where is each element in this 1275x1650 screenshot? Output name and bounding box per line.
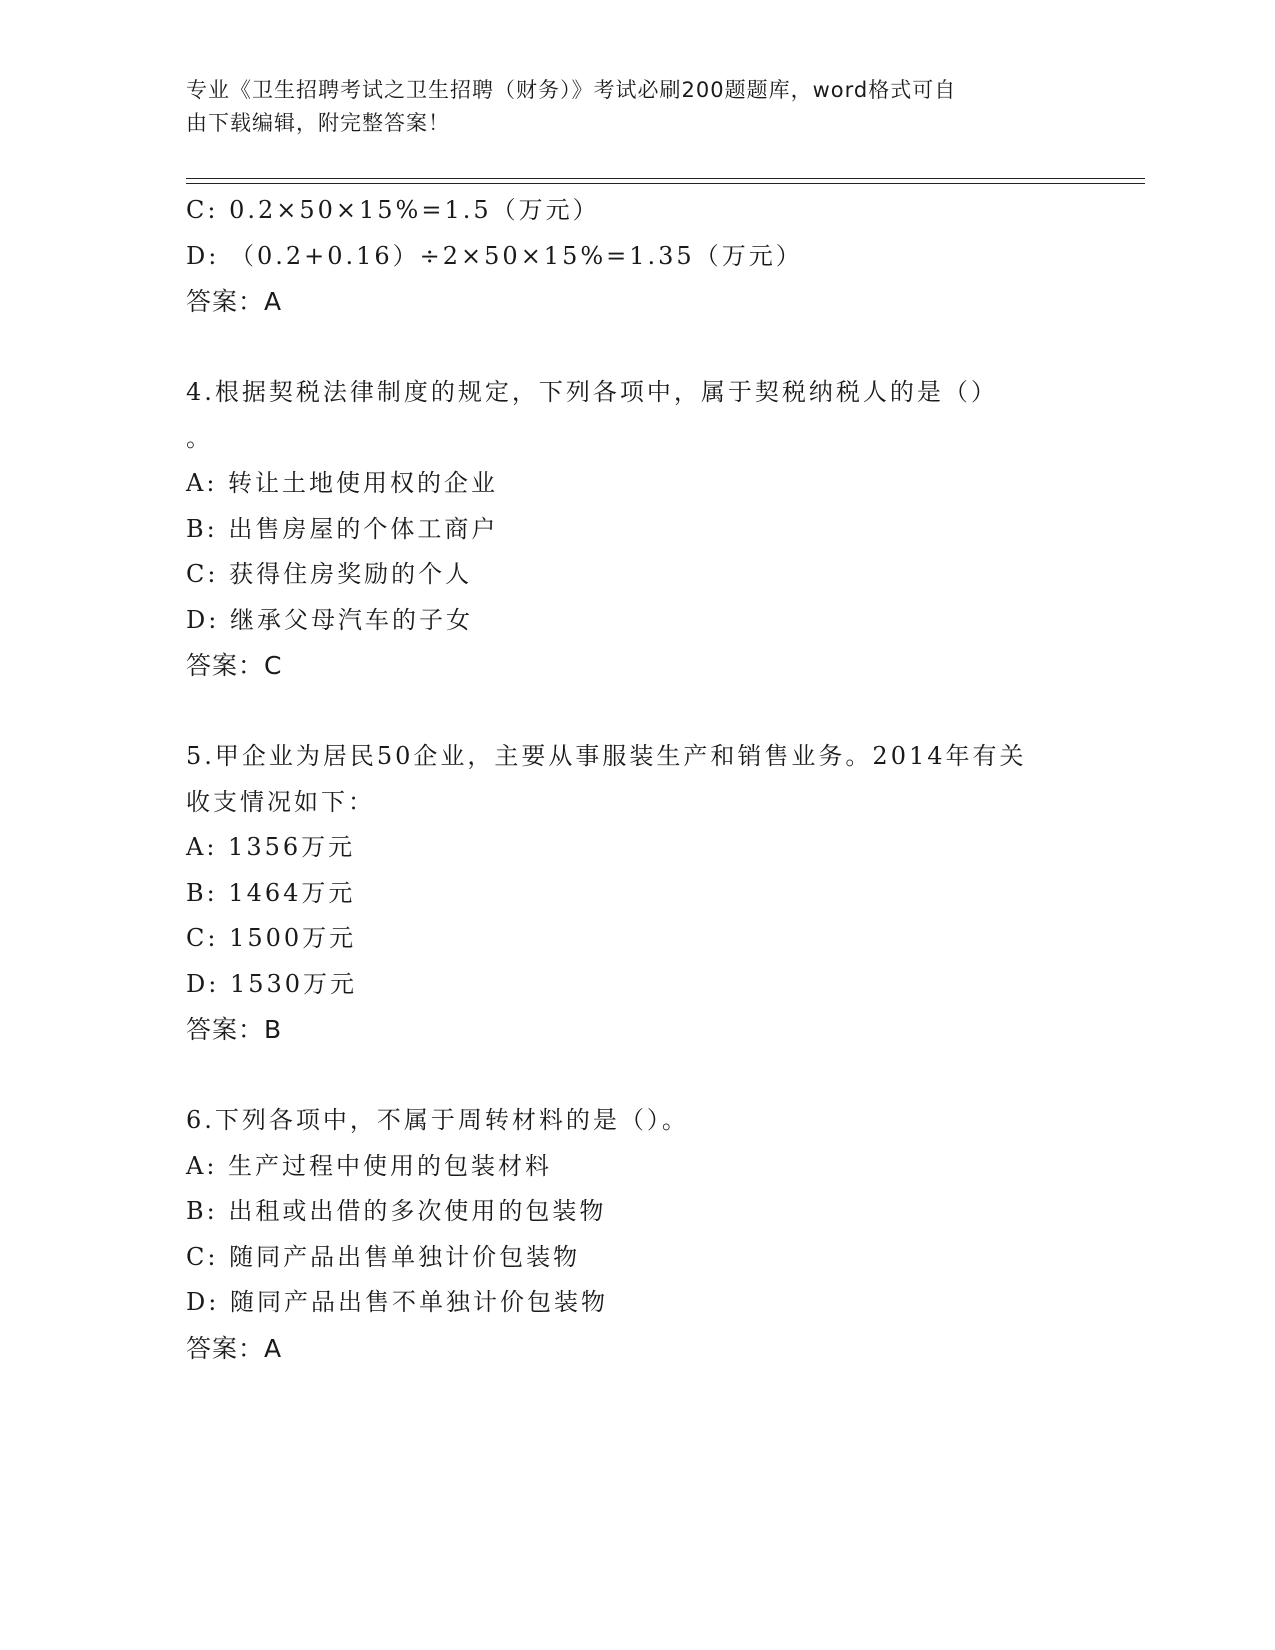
option-d: D: 随同产品出售不单独计价包装物: [186, 1288, 608, 1316]
question-3-tail: [186, 188, 1146, 325]
spacer: [186, 1053, 1146, 1099]
answer: 答案：B: [186, 1015, 283, 1044]
option-d: D: 继承父母汽车的子女: [186, 605, 473, 634]
option-a: A: 转让土地使用权的企业: [186, 469, 499, 497]
question-5: [186, 734, 1146, 1053]
question-4: [186, 370, 1146, 689]
option-c: C: 获得住房奖励的个人: [186, 560, 473, 588]
header-divider-bottom: [186, 183, 1145, 184]
option-b: B: 出售房屋的个体工商户: [186, 514, 499, 543]
answer: 答案：A: [186, 1333, 283, 1363]
question-6: [186, 1098, 1146, 1371]
spacer: [186, 689, 1146, 735]
question-text-continued: 收支情况如下：: [186, 787, 375, 816]
answer: 答案：C: [186, 651, 283, 680]
document-header: [186, 74, 1066, 140]
option-a: A: 生产过程中使用的包装材料: [186, 1151, 553, 1180]
option-b: B: 出租或出借的多次使用的包装物: [186, 1197, 607, 1225]
header-title-line-1: 专业《卫生招聘考试之卫生招聘（财务）》考试必刷200题题库，word格式可自: [186, 78, 957, 102]
option-c: C: 0.2×50×15%=1.5（万元）: [186, 196, 600, 224]
question-list: [186, 188, 1146, 1371]
option-d: D: 1530万元: [186, 969, 358, 998]
question-text: 6.下列各项中，不属于周转材料的是（）。: [186, 1106, 689, 1134]
question-text-continued: 。: [186, 423, 213, 452]
spacer: [186, 325, 1146, 371]
option-a: A: 1356万元: [186, 833, 356, 861]
option-c: C: 随同产品出售单独计价包装物: [186, 1242, 581, 1271]
question-text: 4.根据契税法律制度的规定，下列各项中，属于契税纳税人的是（）: [186, 378, 998, 406]
option-c: C: 1500万元: [186, 924, 357, 952]
header-divider-top: [186, 178, 1145, 179]
question-text: 5.甲企业为居民50企业，主要从事服装生产和销售业务。2014年有关: [186, 742, 1027, 770]
option-d: D: （0.2+0.16）÷2×50×15%=1.35（万元）: [186, 241, 803, 270]
answer: 答案：A: [186, 287, 283, 316]
option-b: B: 1464万元: [186, 878, 356, 907]
header-title-line-2: 由下载编辑，附完整答案！: [186, 111, 450, 135]
